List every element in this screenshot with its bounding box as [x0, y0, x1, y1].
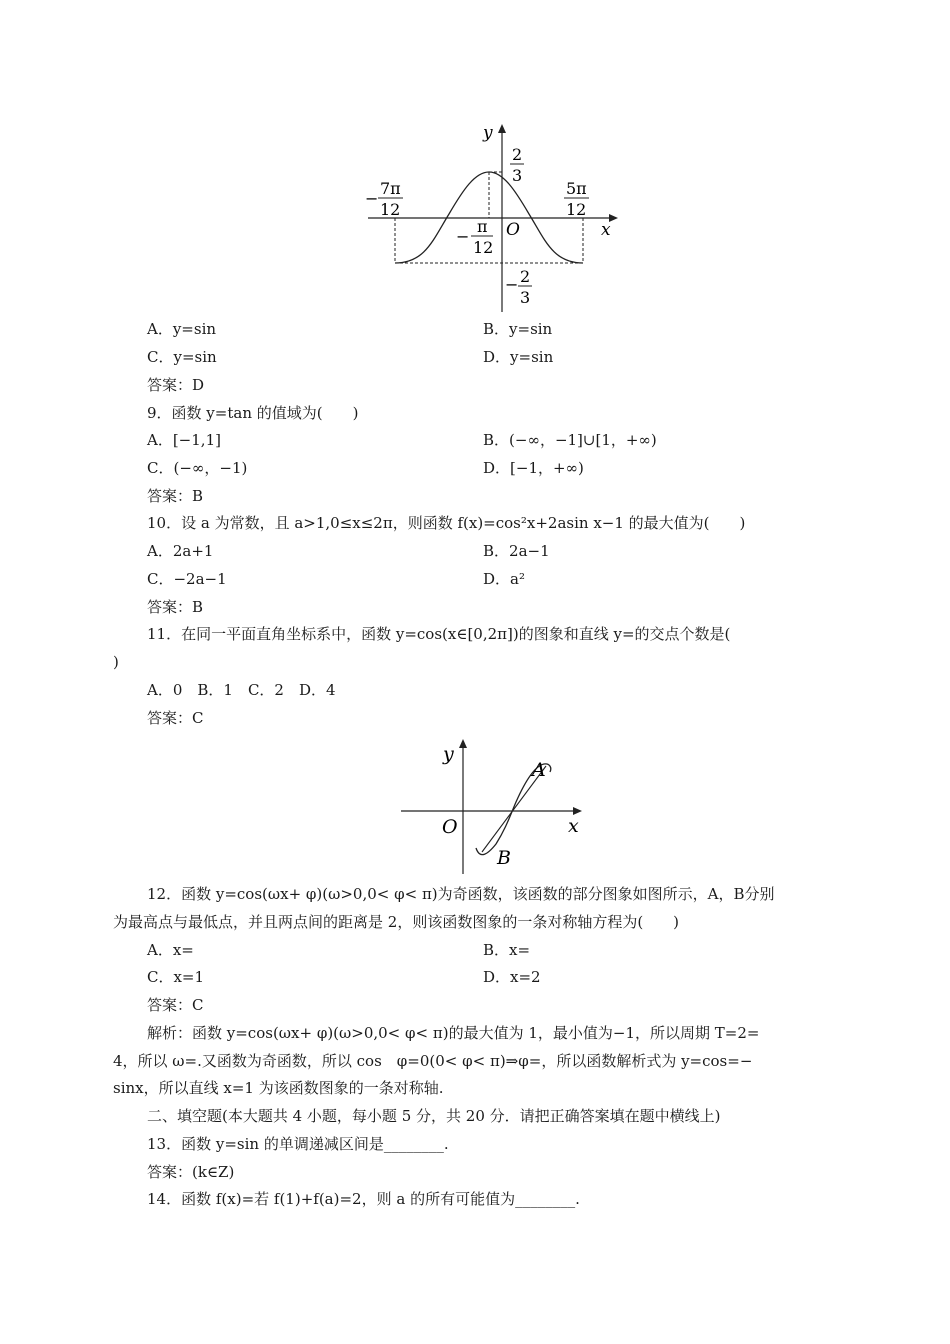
figure-graph-2: [398, 736, 584, 876]
q12-option-d: D．x=2: [483, 968, 541, 986]
q11-options: A．0 B．1 C．2 D．4: [147, 681, 336, 699]
q12-solution-line3: sinx，所以直线 x=1 为该函数图象的一条对称轴.: [113, 1079, 444, 1097]
q13-answer: 答案：(k∈Z): [147, 1163, 235, 1181]
q8-option-b: B．y=sin: [483, 320, 553, 338]
x-axis-arrow: [573, 807, 582, 815]
q10-option-d: D．a²: [483, 570, 525, 588]
q12-solution-line2: 4，所以 ω=.又函数为奇函数，所以 cos φ=0(0< φ< π)⇒φ=，所以函数解析式为 y=cos=−: [113, 1052, 753, 1070]
left-point-numerator: 7π: [380, 179, 401, 198]
q9-option-d: D．[−1，+∞): [483, 459, 584, 477]
q11-stem: 11．在同一平面直角坐标系中，函数 y=cos(x∈[0,2π])的图象和直线 y=的交点个数是(: [147, 625, 731, 643]
q12-solution-line1: 解析：函数 y=cos(ωx+ φ)(ω>0,0< φ< π)的最大值为 1，最小值为−1，所以周期 T=2=: [147, 1024, 760, 1042]
q10-option-b: B．2a−1: [483, 542, 550, 560]
left-point-denominator: 12: [380, 200, 401, 219]
figure-graph-1: [365, 122, 620, 314]
right-point-denominator: 12: [566, 200, 587, 219]
q12-option-b: B．x=: [483, 941, 531, 959]
q13-stem: 13．函数 y=sin 的单调递减区间是________.: [147, 1135, 449, 1153]
min-value-denominator: 3: [520, 288, 531, 307]
mid-point-numerator: π: [477, 217, 488, 236]
q10-answer: 答案：B: [147, 598, 204, 616]
y-axis-label: y: [483, 123, 493, 143]
q12-option-c: C．x=1: [147, 968, 205, 986]
point-a-label: A: [532, 759, 546, 781]
x-axis-label: x: [601, 220, 611, 240]
q10-stem: 10．设 a 为常数，且 a>1,0≤x≤2π，则函数 f(x)=cos²x+2asin x−1 的最大值为( ): [147, 514, 746, 532]
mid-point-denominator: 12: [473, 238, 494, 257]
q9-option-c: C．(−∞，−1): [147, 459, 248, 477]
q11-stem-cont: ): [113, 653, 119, 671]
q8-option-a: A．y=sin: [147, 320, 217, 338]
section-2-heading: 二、填空题(本大题共 4 小题，每小题 5 分，共 20 分．请把正确答案填在题中横线上): [147, 1107, 721, 1125]
mid-point-minus: −: [456, 227, 470, 246]
q9-option-b: B．(−∞，−1]∪[1，+∞): [483, 431, 657, 449]
q12-stem: 12．函数 y=cos(ωx+ φ)(ω>0,0< φ< π)为奇函数，该函数的部分图象如图所示，A，B分别: [147, 885, 775, 903]
q12-option-a: A．x=: [147, 941, 194, 959]
q8-option-c: C．y=sin: [147, 348, 217, 366]
left-point-minus: −: [365, 189, 379, 208]
q9-stem: 9．函数 y=tan 的值域为( ): [147, 404, 359, 422]
q8-option-d: D．y=sin: [483, 348, 554, 366]
q8-answer: 答案：D: [147, 376, 205, 394]
min-value-minus: −: [505, 275, 519, 294]
q10-option-a: A．2a+1: [147, 542, 214, 560]
origin-label: O: [506, 220, 520, 240]
origin-label: O: [442, 816, 458, 838]
q14-stem: 14．函数 f(x)=若 f(1)+f(a)=2，则 a 的所有可能值为________.: [147, 1190, 580, 1208]
q10-option-c: C．−2a−1: [147, 570, 227, 588]
q12-answer: 答案：C: [147, 996, 204, 1014]
max-value-numerator: 2: [512, 145, 523, 164]
q12-stem-cont: 为最高点与最低点，并且两点间的距离是 2，则该函数图象的一条对称轴方程为( ): [113, 913, 680, 931]
q11-answer: 答案：C: [147, 709, 204, 727]
y-axis-label: y: [443, 743, 454, 765]
min-value-numerator: 2: [520, 267, 531, 286]
max-value-denominator: 3: [512, 166, 523, 185]
right-point-numerator: 5π: [566, 179, 587, 198]
q9-answer: 答案：B: [147, 487, 204, 505]
y-axis-arrow: [459, 739, 467, 748]
y-axis-arrow: [498, 124, 506, 133]
point-b-label: B: [497, 847, 511, 869]
x-axis-label: x: [568, 815, 579, 837]
q9-option-a: A．[−1,1]: [147, 431, 221, 449]
